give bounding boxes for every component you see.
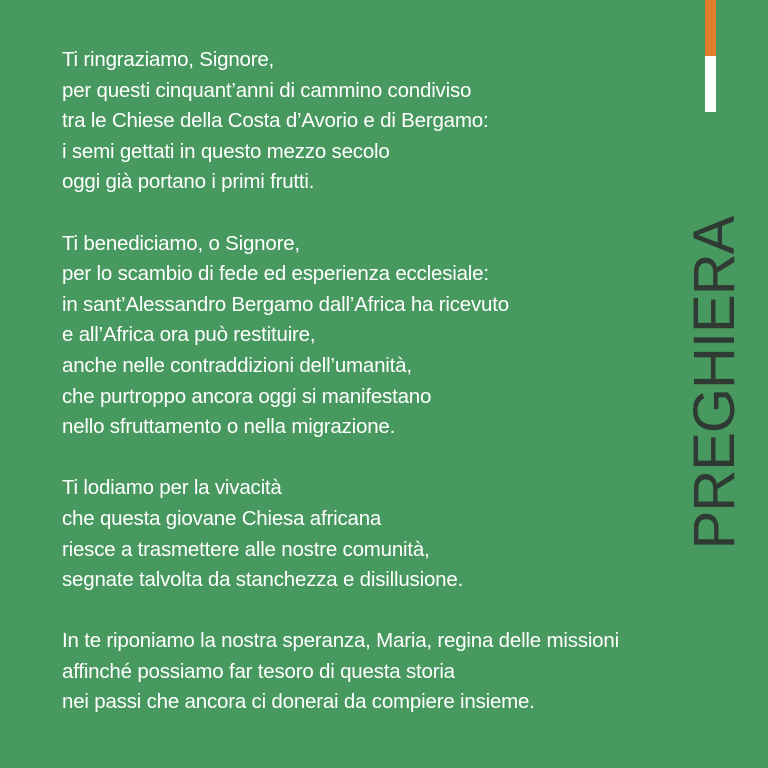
stanza [62,626,742,718]
prayer-line: nello sfruttamento o nella migrazione. [62,415,396,439]
prayer-line: per lo scambio di fede ed esperienza ecclesiale: [62,262,489,286]
prayer-line: che purtroppo ancora oggi si manifestano [62,384,432,408]
prayer-line: che questa giovane Chiesa africana [62,506,382,530]
prayer-line: i semi gettati in questo mezzo secolo [62,139,390,163]
prayer-line: tra le Chiese della Costa d’Avorio e di Bergamo: [62,109,489,133]
prayer-line: Ti lodiamo per la vivacità [62,476,282,500]
prayer-line: In te riponiamo la nostra speranza, Maria, regina delle missioni [62,629,619,653]
prayer-line: segnate talvolta da stanchezza e disillusione. [62,568,464,592]
prayer-line: nei passi che ancora ci donerai da compiere insieme. [62,690,535,714]
prayer-line: anche nelle contraddizioni dell’umanità, [62,353,412,377]
prayer-text [62,45,747,718]
prayer-line: e all’Africa ora può restituire, [62,323,316,347]
prayer-line: per questi cinquant’anni di cammino condiviso [62,78,472,102]
stanza [62,229,742,443]
side-title: PREGHIERA [682,216,747,550]
prayer-line: oggi già portano i primi frutti. [62,170,315,194]
prayer-line: in sant’Alessandro Bergamo dall’Africa ha ricevuto [62,292,509,316]
prayer-line: Ti benediciamo, o Signore, [62,231,300,255]
stanza [62,473,742,595]
stanza [62,45,742,198]
prayer-line: riesce a trasmettere alle nostre comunità, [62,537,430,561]
prayer-line: affinché possiamo far tesoro di questa storia [62,659,455,683]
prayer-line: Ti ringraziamo, Signore, [62,48,275,71]
